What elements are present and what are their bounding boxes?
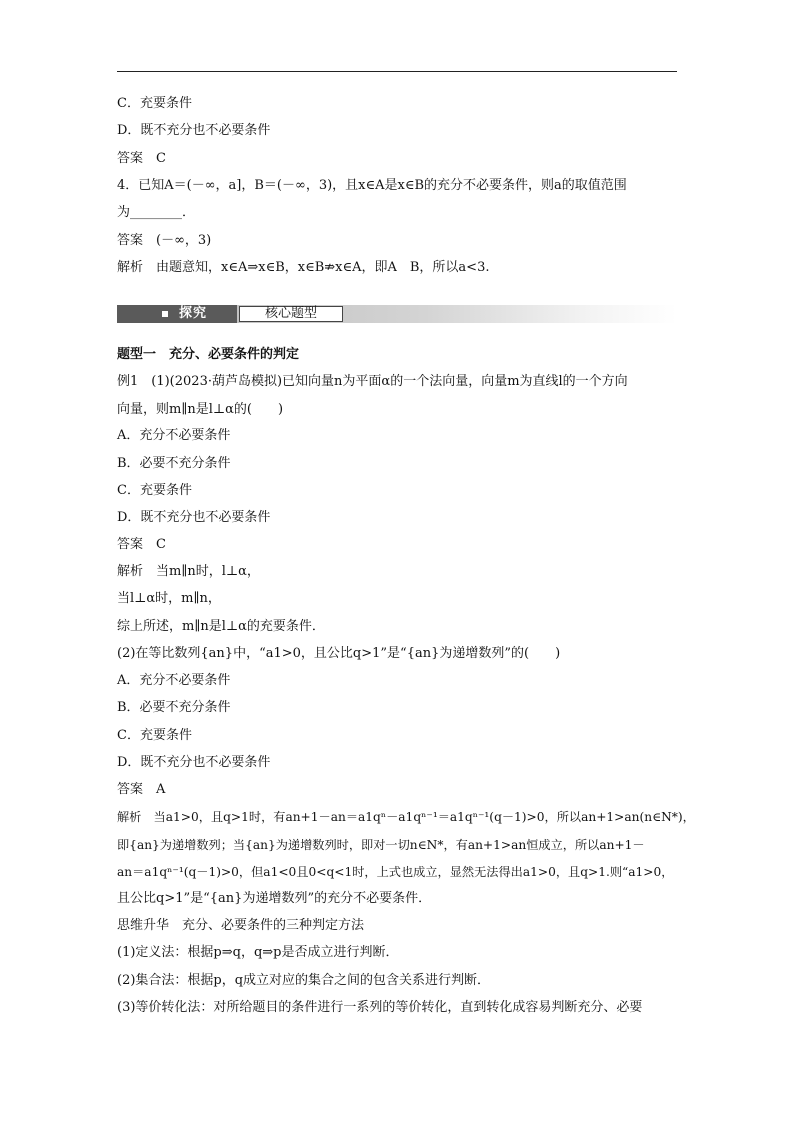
banner-title: 核心题型 — [239, 306, 343, 322]
method-3: (3)等价转化法：对所给题目的条件进行一系列的等价转化，直到转化成容易判断充分、必要 — [117, 1000, 643, 1015]
example-1-part-2: (2)在等比数列{an}中，“a1>0，且公比q>1”是“{an}为递增数列”的( ) — [117, 646, 561, 661]
header-rule — [117, 71, 677, 72]
answer: 答案 (－∞，3) — [117, 233, 212, 248]
analysis: 解析 当a1>0，且q>1时，有an+1－an＝a1qⁿ－a1qⁿ⁻¹＝a1qⁿ⁻¹(q－1)>0，所以an+1>an(n∈N*)， — [117, 810, 695, 824]
analysis-line: 且公比q>1”是“{an}为递增数列”的充分不必要条件． — [117, 891, 432, 906]
option-c: C．充要条件 — [117, 96, 192, 111]
banner-dark-block — [117, 305, 237, 323]
summary-heading: 思维升华 充分、必要条件的三种判定方法 — [117, 918, 365, 933]
example-1-cont: 向量，则m∥n是l⊥α的( ) — [117, 402, 284, 417]
section-banner — [117, 305, 677, 323]
analysis-line: 当l⊥α时，m∥n， — [117, 591, 221, 606]
question-4: 4．已知A＝(－∞，a]，B＝(－∞，3)，且x∈A是x∈B的充分不必要条件，则a的取值范围 — [117, 178, 627, 193]
banner-label: 探究 — [179, 306, 208, 321]
option-a: A．充分不必要条件 — [117, 428, 231, 443]
option-d: D．既不充分也不必要条件 — [117, 510, 271, 525]
analysis-line: 即{an}为递增数列；当{an}为递增数列时，即对一切n∈N*，有an+1>an恒成立，所以an+1－ — [117, 838, 645, 852]
answer: 答案 A — [117, 782, 166, 797]
answer: 答案 C — [117, 537, 166, 552]
section-heading: 题型一 充分、必要条件的判定 — [117, 347, 300, 362]
analysis-line: 综上所述，m∥n是l⊥α的充要条件． — [117, 619, 325, 634]
option-b: B．必要不充分条件 — [117, 456, 231, 471]
analysis-line: an＝a1qⁿ⁻¹(q－1)>0，但a1<0且0<q<1时，上式也成立，显然无法得出a1>0，且q>1.则“a1>0， — [117, 865, 674, 879]
option-b: B．必要不充分条件 — [117, 700, 231, 715]
analysis: 解析 当m∥n时，l⊥α， — [117, 564, 260, 579]
example-1: 例1 (1)(2023·葫芦岛模拟)已知向量n为平面α的一个法向量，向量m为直线l的一个方向 — [117, 374, 628, 389]
option-d: D．既不充分也不必要条件 — [117, 123, 271, 138]
option-c: C．充要条件 — [117, 728, 192, 743]
analysis: 解析 由题意知，x∈A⇒x∈B，x∈B⇏x∈A，即A B，所以a<3. — [117, 260, 490, 275]
method-1: (1)定义法：根据p⇒q，q⇒p是否成立进行判断． — [117, 945, 399, 960]
method-2: (2)集合法：根据p，q成立对应的集合之间的包含关系进行判断． — [117, 973, 491, 988]
question-4-cont: 为________． — [117, 205, 196, 220]
square-bullet-icon — [162, 311, 168, 317]
answer: 答案 C — [117, 151, 166, 166]
option-a: A．充分不必要条件 — [117, 673, 231, 688]
option-c: C．充要条件 — [117, 483, 192, 498]
option-d: D．既不充分也不必要条件 — [117, 755, 271, 770]
